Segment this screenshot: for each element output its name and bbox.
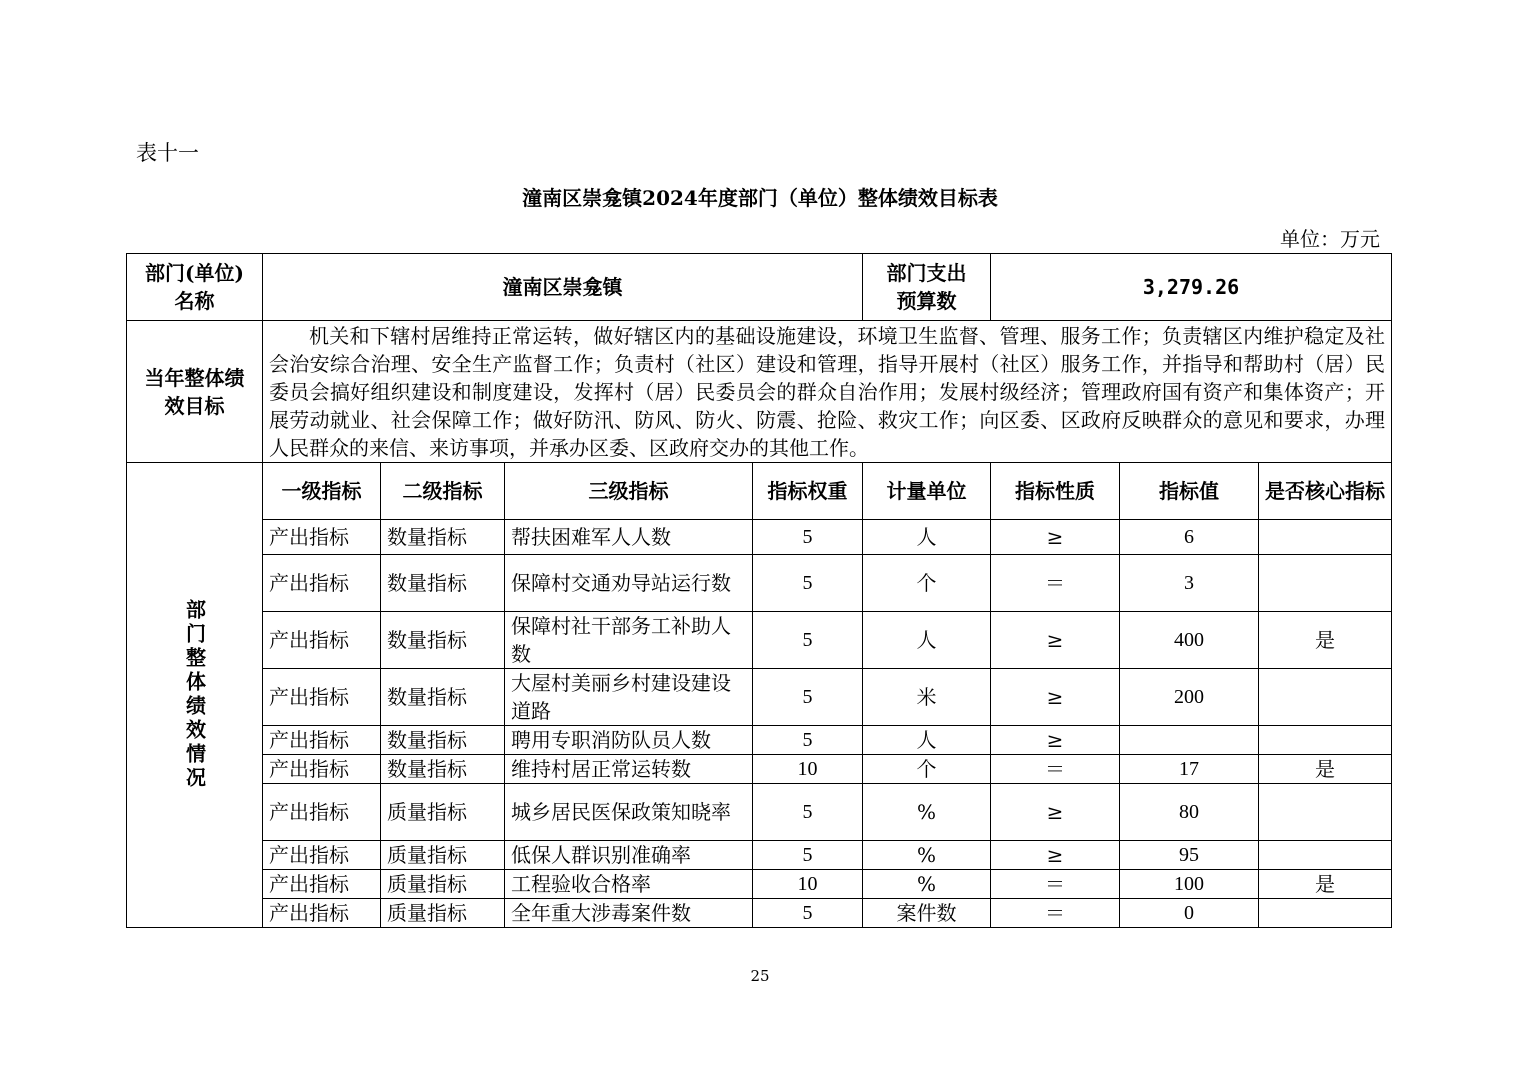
table-row <box>127 899 1392 928</box>
unit-cell: 人 <box>863 612 991 669</box>
performance-table <box>126 253 1392 928</box>
table-row <box>127 612 1392 669</box>
nature-cell: ＝ <box>991 755 1120 784</box>
table-number-label: 表十一 <box>136 141 199 165</box>
unit-cell: % <box>863 841 991 870</box>
level1-cell: 产出指标 <box>263 784 381 841</box>
nature-cell: ≥ <box>991 612 1120 669</box>
value-cell: 95 <box>1120 841 1259 870</box>
perf-label: 部门整体绩效情况 <box>182 599 207 791</box>
document-title: 潼南区崇龛镇2024年度部门（单位）整体绩效目标表 <box>522 186 998 210</box>
weight-cell: 5 <box>753 612 863 669</box>
core-cell <box>1259 784 1392 841</box>
table-row <box>127 669 1392 726</box>
column-header: 二级指标 <box>381 463 505 520</box>
nature-cell: ≥ <box>991 669 1120 726</box>
column-header-row <box>127 463 1392 520</box>
level2-cell: 质量指标 <box>381 870 505 899</box>
level1-cell: 产出指标 <box>263 612 381 669</box>
value-cell: 17 <box>1120 755 1259 784</box>
core-cell <box>1259 520 1392 555</box>
level3-cell: 全年重大涉毒案件数 <box>505 899 753 928</box>
core-cell: 是 <box>1259 612 1392 669</box>
level2-cell: 数量指标 <box>381 520 505 555</box>
weight-cell: 10 <box>753 870 863 899</box>
unit-cell: 人 <box>863 726 991 755</box>
table-row <box>127 784 1392 841</box>
budget-value: 3,279.26 <box>991 254 1392 321</box>
unit-cell: % <box>863 784 991 841</box>
header-row <box>127 254 1392 321</box>
weight-cell: 5 <box>753 841 863 870</box>
level3-cell: 大屋村美丽乡村建设建设道路 <box>505 669 753 726</box>
value-cell: 0 <box>1120 899 1259 928</box>
table-row <box>127 755 1392 784</box>
unit-cell: 个 <box>863 755 991 784</box>
nature-cell: ≥ <box>991 841 1120 870</box>
core-cell: 是 <box>1259 755 1392 784</box>
column-header: 计量单位 <box>863 463 991 520</box>
goal-row <box>127 321 1392 463</box>
table-row <box>127 520 1392 555</box>
table-row <box>127 870 1392 899</box>
goal-text: 机关和下辖村居维持正常运转，做好辖区内的基础设施建设，环境卫生监督、管理、服务工作；负责辖区内维护稳定及社会治安综合治理、安全生产监督工作；负责村（社区）建设和管理，指导开展村（社区）服务工作，并指导和帮助村（居）民委员会搞好组织建设和制度建设，发挥村（居）民委员会的群众自治作用；发展村级经济；管理政府国有资产和集体资产；开展劳动就业、社会保障工作；做好防汛、防风、防火、防震、抢险、救灾工作；向区委、区政府反映群众的意见和要求，办理人民群众的来信、来访事项，并承办区委、区政府交办的其他工作。 <box>263 321 1392 463</box>
column-header: 指标权重 <box>753 463 863 520</box>
perf-label-cell <box>127 463 263 928</box>
table-row <box>127 726 1392 755</box>
nature-cell: ＝ <box>991 899 1120 928</box>
level1-cell: 产出指标 <box>263 669 381 726</box>
budget-label: 部门支出 预算数 <box>863 254 991 321</box>
column-header: 一级指标 <box>263 463 381 520</box>
level3-cell: 聘用专职消防队员人数 <box>505 726 753 755</box>
value-cell: 100 <box>1120 870 1259 899</box>
column-header: 是否核心指标 <box>1259 463 1392 520</box>
unit-cell: 人 <box>863 520 991 555</box>
table-row <box>127 555 1392 612</box>
unit-cell: % <box>863 870 991 899</box>
core-cell <box>1259 899 1392 928</box>
level1-cell: 产出指标 <box>263 899 381 928</box>
nature-cell: ≥ <box>991 520 1120 555</box>
nature-cell: ＝ <box>991 555 1120 612</box>
level2-cell: 数量指标 <box>381 669 505 726</box>
level3-cell: 工程验收合格率 <box>505 870 753 899</box>
weight-cell: 5 <box>753 555 863 612</box>
weight-cell: 5 <box>753 726 863 755</box>
value-cell: 400 <box>1120 612 1259 669</box>
level2-cell: 质量指标 <box>381 841 505 870</box>
core-cell <box>1259 555 1392 612</box>
value-cell <box>1120 726 1259 755</box>
page-number: 25 <box>750 967 770 985</box>
level3-cell: 城乡居民医保政策知晓率 <box>505 784 753 841</box>
level2-cell: 质量指标 <box>381 899 505 928</box>
unit-label: 单位：万元 <box>1280 227 1380 251</box>
level3-cell: 保障村社干部务工补助人数 <box>505 612 753 669</box>
level3-cell: 保障村交通劝导站运行数 <box>505 555 753 612</box>
goal-label: 当年整体绩 效目标 <box>127 321 263 463</box>
level2-cell: 质量指标 <box>381 784 505 841</box>
level1-cell: 产出指标 <box>263 755 381 784</box>
column-header: 指标性质 <box>991 463 1120 520</box>
level1-cell: 产出指标 <box>263 520 381 555</box>
level3-cell: 帮扶困难军人人数 <box>505 520 753 555</box>
unit-cell: 案件数 <box>863 899 991 928</box>
unit-cell: 米 <box>863 669 991 726</box>
table-row <box>127 841 1392 870</box>
dept-name-value: 潼南区崇龛镇 <box>263 254 863 321</box>
dept-name-label: 部门(单位) 名称 <box>127 254 263 321</box>
value-cell: 200 <box>1120 669 1259 726</box>
weight-cell: 5 <box>753 520 863 555</box>
core-cell <box>1259 726 1392 755</box>
value-cell: 80 <box>1120 784 1259 841</box>
core-cell <box>1259 841 1392 870</box>
level2-cell: 数量指标 <box>381 555 505 612</box>
level2-cell: 数量指标 <box>381 612 505 669</box>
level2-cell: 数量指标 <box>381 755 505 784</box>
level3-cell: 维持村居正常运转数 <box>505 755 753 784</box>
level1-cell: 产出指标 <box>263 841 381 870</box>
value-cell: 6 <box>1120 520 1259 555</box>
weight-cell: 10 <box>753 755 863 784</box>
weight-cell: 5 <box>753 899 863 928</box>
weight-cell: 5 <box>753 784 863 841</box>
value-cell: 3 <box>1120 555 1259 612</box>
weight-cell: 5 <box>753 669 863 726</box>
level1-cell: 产出指标 <box>263 726 381 755</box>
level1-cell: 产出指标 <box>263 870 381 899</box>
column-header: 指标值 <box>1120 463 1259 520</box>
core-cell <box>1259 669 1392 726</box>
column-header: 三级指标 <box>505 463 753 520</box>
nature-cell: ≥ <box>991 726 1120 755</box>
core-cell: 是 <box>1259 870 1392 899</box>
level3-cell: 低保人群识别准确率 <box>505 841 753 870</box>
level2-cell: 数量指标 <box>381 726 505 755</box>
nature-cell: ＝ <box>991 870 1120 899</box>
level1-cell: 产出指标 <box>263 555 381 612</box>
unit-cell: 个 <box>863 555 991 612</box>
nature-cell: ≥ <box>991 784 1120 841</box>
